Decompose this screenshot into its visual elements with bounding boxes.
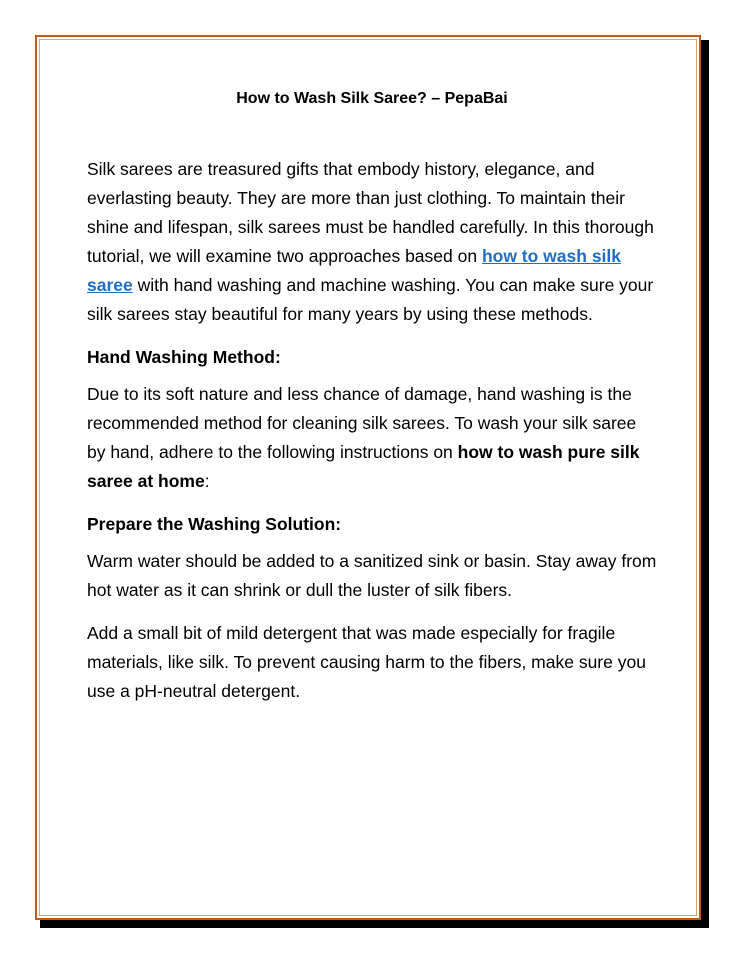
hand-washing-paragraph: [87, 380, 657, 496]
document-content: [87, 87, 657, 720]
hand-washing-bold-text: how to wash pure silk saree at home: [87, 442, 640, 491]
intro-text-before: Silk sarees are treasured gifts that embody history, elegance, and everlasting beauty. They are more than just clothing. To maintain their shine and lifespan, silk sarees must be handled carefully. In this thorough tutorial, we will examine two approaches based on: [87, 159, 654, 266]
hand-washing-text-before: Due to its soft nature and less chance of damage, hand washing is the recommended method for cleaning silk sarees. To wash your silk saree by hand, adhere to the following instructions on: [87, 384, 637, 462]
hand-washing-heading: Hand Washing Method:: [87, 347, 281, 367]
page-title: How to Wash Silk Saree? – PepaBai: [236, 90, 508, 107]
hand-washing-text-after: :: [204, 471, 210, 491]
prepare-paragraph-2: Add a small bit of mild detergent that was made especially for fragile materials, like silk. To prevent causing harm to the fibers, make sure you use a pH-neutral detergent.: [87, 623, 646, 701]
intro-paragraph: [87, 155, 657, 329]
wash-silk-saree-link[interactable]: how to wash silk saree: [87, 246, 622, 295]
document-page: [35, 35, 701, 920]
prepare-solution-heading: Prepare the Washing Solution:: [87, 514, 342, 534]
prepare-paragraph-1: Warm water should be added to a sanitized sink or basin. Stay away from hot water as it can shrink or dull the luster of silk fibers.: [87, 551, 657, 600]
intro-text-after: with hand washing and machine washing. You can make sure your silk sarees stay beautiful for many years by using these methods.: [87, 275, 654, 324]
